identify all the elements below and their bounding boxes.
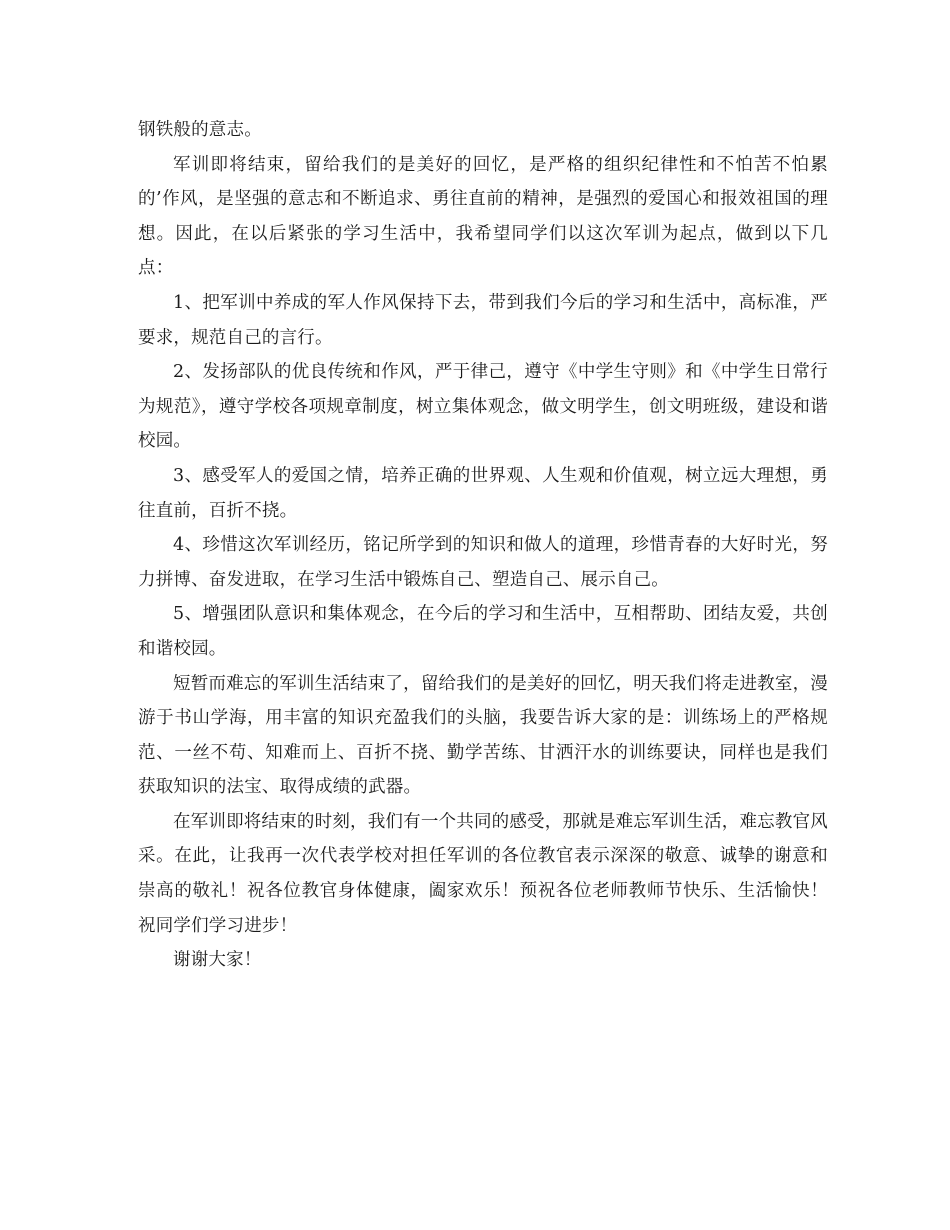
- paragraph-8: 短暂而难忘的军训生活结束了，留给我们的是美好的回忆，明天我们将走进教室，漫游于书山学海，用丰富的知识充盈我们的头脑，我要告诉大家的是：训练场上的严格规范、一丝不苟、知难而上、百折不挠、勤学苦练、甘洒汗水的训练要诀，同样也是我们获取知识的法宝、取得成绩的武器。: [138, 673, 828, 798]
- paragraph-9: 在军训即将结束的时刻，我们有一个共同的感受，那就是难忘军训生活，难忘教官风采。在此，让我再一次代表学校对担任军训的各位教官表示深深的敬意、诚挚的谢意和崇高的敬礼！祝各位教官身体健康，阖家欢乐！预祝各位老师教师节快乐、生活愉快！祝同学们学习进步！: [138, 811, 828, 936]
- paragraph-5: 3、感受军人的爱国之情，培养正确的世界观、人生观和价值观，树立远大理想，勇往直前，百折不挠。: [138, 465, 828, 521]
- paragraph-7: 5、增强团队意识和集体观念，在今后的学习和生活中，互相帮助、团结友爱，共创和谐校园。: [138, 604, 828, 659]
- paragraph-1: 钢铁般的意志。: [138, 120, 262, 140]
- paragraph-6: 4、珍惜这次军训经历，铭记所学到的知识和做人的道理，珍惜青春的大好时光，努力拼博、奋发进取，在学习生活中锻炼自己、塑造自己、展示自己。: [138, 535, 828, 590]
- paragraph-3: 1、把军训中养成的军人作风保持下去，带到我们今后的学习和生活中，高标准，严要求，规范自己的言行。: [138, 292, 828, 348]
- document-body: [138, 113, 828, 978]
- paragraph-10: 谢谢大家！: [173, 950, 262, 971]
- paragraph-2: 军训即将结束，留给我们的是美好的回忆，是严格的组织纪律性和不怕苦不怕累的’作风，是坚强的意志和不断追求、勇往直前的精神，是强烈的爱国心和报效祖国的理想。因此，在以后紧张的学习生活中，我希望同学们以这次军训为起点，做到以下几点：: [138, 154, 828, 279]
- paragraph-4: 2、发扬部队的优良传统和作风，严于律己，遵守《中学生守则》和《中学生日常行为规范》，遵守学校各项规章制度，树立集体观念，做文明学生，创文明班级，建设和谐校园。: [138, 362, 828, 452]
